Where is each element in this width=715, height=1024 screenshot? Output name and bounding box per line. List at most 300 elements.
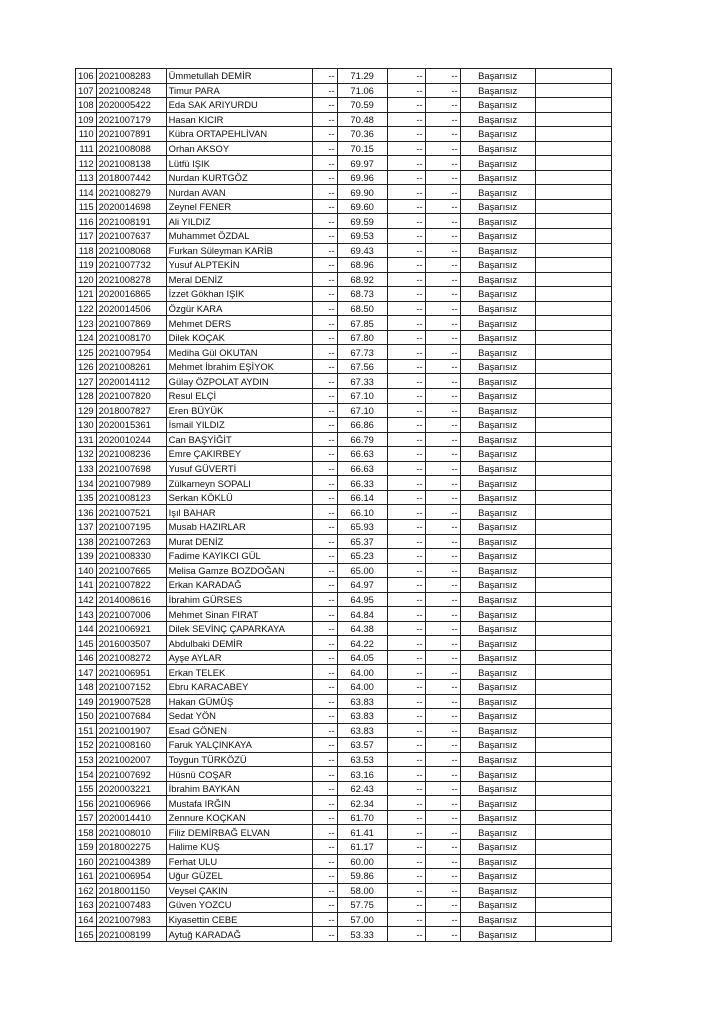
dash-cell: -- (425, 170, 460, 185)
row-number: 127 (76, 374, 97, 389)
status-cell: Başarısız (460, 287, 535, 302)
empty-cell (535, 839, 611, 854)
dash-cell: -- (387, 723, 425, 738)
status-cell: Başarısız (460, 69, 535, 84)
dash-cell: -- (425, 767, 460, 782)
dash-cell: -- (387, 359, 425, 374)
dash-cell: -- (425, 927, 460, 942)
row-number: 118 (76, 243, 97, 258)
dash-cell: -- (425, 156, 460, 171)
dash-cell: -- (387, 301, 425, 316)
table-row (76, 636, 612, 651)
dash-cell: -- (312, 723, 337, 738)
student-name: İsmail YILDIZ (166, 418, 312, 433)
score-cell: 69.43 (337, 243, 387, 258)
dash-cell: -- (425, 519, 460, 534)
score-cell: 57.75 (337, 898, 387, 913)
table-row (76, 578, 612, 593)
dash-cell: -- (312, 389, 337, 404)
dash-cell: -- (312, 636, 337, 651)
row-number: 136 (76, 505, 97, 520)
dash-cell: -- (312, 810, 337, 825)
score-cell: 64.00 (337, 665, 387, 680)
dash-cell: -- (387, 229, 425, 244)
dash-cell: -- (387, 330, 425, 345)
score-cell: 67.80 (337, 330, 387, 345)
student-id: 2021007869 (96, 316, 166, 331)
status-cell: Başarısız (460, 679, 535, 694)
student-name: Can BAŞYİĞİT (166, 432, 312, 447)
dash-cell: -- (312, 927, 337, 942)
empty-cell (535, 621, 611, 636)
empty-cell (535, 272, 611, 287)
row-number: 117 (76, 229, 97, 244)
dash-cell: -- (387, 694, 425, 709)
empty-cell (535, 694, 611, 709)
table-row (76, 83, 612, 98)
student-id: 2016003507 (96, 636, 166, 651)
empty-cell (535, 519, 611, 534)
score-cell: 69.90 (337, 185, 387, 200)
student-name: Timur PARA (166, 83, 312, 98)
status-cell: Başarısız (460, 243, 535, 258)
table-row (76, 839, 612, 854)
student-name: Furkan Süleyman KARİB (166, 243, 312, 258)
table-row (76, 621, 612, 636)
student-name: Abdulbaki DEMİR (166, 636, 312, 651)
row-number: 156 (76, 796, 97, 811)
student-name: Güven YOZCU (166, 898, 312, 913)
dash-cell: -- (312, 199, 337, 214)
status-cell: Başarısız (460, 869, 535, 884)
empty-cell (535, 854, 611, 869)
empty-cell (535, 578, 611, 593)
student-name: Hasan KICIR (166, 112, 312, 127)
dash-cell: -- (387, 258, 425, 273)
empty-cell (535, 389, 611, 404)
student-id: 2021008283 (96, 69, 166, 84)
student-id: 2021008068 (96, 243, 166, 258)
dash-cell: -- (312, 98, 337, 113)
dash-cell: -- (312, 534, 337, 549)
dash-cell: -- (312, 301, 337, 316)
table-row (76, 156, 612, 171)
dash-cell: -- (425, 665, 460, 680)
dash-cell: -- (425, 549, 460, 564)
row-number: 151 (76, 723, 97, 738)
dash-cell: -- (387, 927, 425, 942)
score-cell: 67.33 (337, 374, 387, 389)
row-number: 120 (76, 272, 97, 287)
status-cell: Başarısız (460, 141, 535, 156)
student-name: Mehmet İbrahim EŞİYOK (166, 359, 312, 374)
dash-cell: -- (387, 418, 425, 433)
status-cell: Başarısız (460, 883, 535, 898)
empty-cell (535, 825, 611, 840)
row-number: 114 (76, 185, 97, 200)
status-cell: Başarısız (460, 839, 535, 854)
student-name: Hakan GÜMÜŞ (166, 694, 312, 709)
dash-cell: -- (425, 534, 460, 549)
dash-cell: -- (387, 98, 425, 113)
empty-cell (535, 898, 611, 913)
dash-cell: -- (387, 752, 425, 767)
score-cell: 62.34 (337, 796, 387, 811)
score-cell: 70.48 (337, 112, 387, 127)
score-cell: 66.86 (337, 418, 387, 433)
student-id: 2021006921 (96, 621, 166, 636)
empty-cell (535, 127, 611, 142)
row-number: 160 (76, 854, 97, 869)
table-row (76, 185, 612, 200)
table-row (76, 229, 612, 244)
student-name: Ayşe AYLAR (166, 650, 312, 665)
table-row (76, 810, 612, 825)
row-number: 155 (76, 781, 97, 796)
row-number: 133 (76, 461, 97, 476)
row-number: 163 (76, 898, 97, 913)
dash-cell: -- (387, 243, 425, 258)
dash-cell: -- (425, 883, 460, 898)
results-table-body (76, 69, 612, 942)
empty-cell (535, 447, 611, 462)
row-number: 121 (76, 287, 97, 302)
empty-cell (535, 563, 611, 578)
score-cell: 61.41 (337, 825, 387, 840)
status-cell: Başarısız (460, 898, 535, 913)
dash-cell: -- (387, 825, 425, 840)
dash-cell: -- (312, 374, 337, 389)
score-cell: 61.70 (337, 810, 387, 825)
dash-cell: -- (312, 505, 337, 520)
dash-cell: -- (387, 490, 425, 505)
row-number: 115 (76, 199, 97, 214)
status-cell: Başarısız (460, 752, 535, 767)
student-name: Resul ELÇİ (166, 389, 312, 404)
score-cell: 65.37 (337, 534, 387, 549)
table-row (76, 679, 612, 694)
student-name: Serkan KÖKLÜ (166, 490, 312, 505)
dash-cell: -- (425, 141, 460, 156)
student-name: Mustafa IRĞIN (166, 796, 312, 811)
dash-cell: -- (312, 621, 337, 636)
dash-cell: -- (387, 810, 425, 825)
table-row (76, 432, 612, 447)
empty-cell (535, 650, 611, 665)
score-cell: 66.10 (337, 505, 387, 520)
dash-cell: -- (425, 316, 460, 331)
table-row (76, 781, 612, 796)
dash-cell: -- (425, 98, 460, 113)
score-cell: 67.56 (337, 359, 387, 374)
score-cell: 67.10 (337, 403, 387, 418)
score-cell: 66.33 (337, 476, 387, 491)
status-cell: Başarısız (460, 709, 535, 724)
status-cell: Başarısız (460, 476, 535, 491)
dash-cell: -- (425, 490, 460, 505)
table-row (76, 869, 612, 884)
row-number: 145 (76, 636, 97, 651)
dash-cell: -- (387, 883, 425, 898)
row-number: 111 (76, 141, 97, 156)
empty-cell (535, 709, 611, 724)
dash-cell: -- (387, 461, 425, 476)
dash-cell: -- (387, 345, 425, 360)
table-row (76, 330, 612, 345)
dash-cell: -- (312, 345, 337, 360)
empty-cell (535, 170, 611, 185)
student-id: 2018007827 (96, 403, 166, 418)
status-cell: Başarısız (460, 432, 535, 447)
table-row (76, 389, 612, 404)
status-cell: Başarısız (460, 694, 535, 709)
dash-cell: -- (387, 607, 425, 622)
dash-cell: -- (387, 621, 425, 636)
row-number: 108 (76, 98, 97, 113)
table-row (76, 534, 612, 549)
status-cell: Başarısız (460, 607, 535, 622)
student-id: 2021007983 (96, 912, 166, 927)
table-row (76, 490, 612, 505)
row-number: 131 (76, 432, 97, 447)
empty-cell (535, 592, 611, 607)
dash-cell: -- (312, 767, 337, 782)
dash-cell: -- (312, 592, 337, 607)
student-name: Zennure KOÇKAN (166, 810, 312, 825)
score-cell: 70.15 (337, 141, 387, 156)
dash-cell: -- (425, 330, 460, 345)
dash-cell: -- (425, 738, 460, 753)
empty-cell (535, 505, 611, 520)
row-number: 140 (76, 563, 97, 578)
dash-cell: -- (312, 141, 337, 156)
status-cell: Başarısız (460, 272, 535, 287)
student-id: 2021008199 (96, 927, 166, 942)
dash-cell: -- (387, 505, 425, 520)
status-cell: Başarısız (460, 927, 535, 942)
empty-cell (535, 156, 611, 171)
table-row (76, 112, 612, 127)
dash-cell: -- (425, 563, 460, 578)
dash-cell: -- (312, 418, 337, 433)
dash-cell: -- (425, 796, 460, 811)
student-name: Lütfü IŞIK (166, 156, 312, 171)
row-number: 153 (76, 752, 97, 767)
table-row (76, 519, 612, 534)
empty-cell (535, 432, 611, 447)
dash-cell: -- (425, 839, 460, 854)
dash-cell: -- (312, 796, 337, 811)
dash-cell: -- (312, 330, 337, 345)
dash-cell: -- (425, 258, 460, 273)
score-cell: 64.95 (337, 592, 387, 607)
dash-cell: -- (312, 825, 337, 840)
student-name: Ali YILDIZ (166, 214, 312, 229)
empty-cell (535, 723, 611, 738)
status-cell: Başarısız (460, 796, 535, 811)
score-cell: 67.85 (337, 316, 387, 331)
student-name: Aytuğ KARADAĞ (166, 927, 312, 942)
student-name: Erkan KARADAĞ (166, 578, 312, 593)
dash-cell: -- (312, 461, 337, 476)
dash-cell: -- (425, 854, 460, 869)
student-id: 2021007732 (96, 258, 166, 273)
student-id: 2020015361 (96, 418, 166, 433)
empty-cell (535, 869, 611, 884)
table-row (76, 723, 612, 738)
dash-cell: -- (387, 112, 425, 127)
dash-cell: -- (312, 243, 337, 258)
score-cell: 65.93 (337, 519, 387, 534)
score-cell: 63.83 (337, 723, 387, 738)
table-row (76, 665, 612, 680)
student-id: 2021007179 (96, 112, 166, 127)
dash-cell: -- (425, 781, 460, 796)
empty-cell (535, 243, 611, 258)
table-row (76, 272, 612, 287)
score-cell: 64.84 (337, 607, 387, 622)
table-row (76, 141, 612, 156)
dash-cell: -- (312, 476, 337, 491)
dash-cell: -- (425, 69, 460, 84)
dash-cell: -- (387, 549, 425, 564)
student-name: Toygun TÜRKÖZÜ (166, 752, 312, 767)
dash-cell: -- (387, 447, 425, 462)
dash-cell: -- (312, 839, 337, 854)
score-cell: 65.23 (337, 549, 387, 564)
dash-cell: -- (425, 199, 460, 214)
row-number: 149 (76, 694, 97, 709)
dash-cell: -- (387, 679, 425, 694)
row-number: 158 (76, 825, 97, 840)
dash-cell: -- (425, 621, 460, 636)
dash-cell: -- (425, 825, 460, 840)
score-cell: 63.83 (337, 694, 387, 709)
empty-cell (535, 345, 611, 360)
student-id: 2018007442 (96, 170, 166, 185)
row-number: 165 (76, 927, 97, 942)
status-cell: Başarısız (460, 98, 535, 113)
row-number: 116 (76, 214, 97, 229)
table-row (76, 854, 612, 869)
score-cell: 63.57 (337, 738, 387, 753)
table-row (76, 359, 612, 374)
row-number: 132 (76, 447, 97, 462)
student-name: Hüsnü COŞAR (166, 767, 312, 782)
student-name: Zülkarneyn SOPALI (166, 476, 312, 491)
status-cell: Başarısız (460, 301, 535, 316)
dash-cell: -- (387, 592, 425, 607)
student-id: 2020016865 (96, 287, 166, 302)
row-number: 152 (76, 738, 97, 753)
student-id: 2021007483 (96, 898, 166, 913)
dash-cell: -- (425, 112, 460, 127)
dash-cell: -- (312, 214, 337, 229)
dash-cell: -- (425, 359, 460, 374)
row-number: 139 (76, 549, 97, 564)
dash-cell: -- (387, 69, 425, 84)
status-cell: Başarısız (460, 519, 535, 534)
dash-cell: -- (387, 272, 425, 287)
row-number: 138 (76, 534, 97, 549)
score-cell: 70.59 (337, 98, 387, 113)
student-name: Filiz DEMİRBAĞ ELVAN (166, 825, 312, 840)
student-id: 2021007521 (96, 505, 166, 520)
score-cell: 65.00 (337, 563, 387, 578)
table-row (76, 170, 612, 185)
dash-cell: -- (425, 709, 460, 724)
dash-cell: -- (425, 607, 460, 622)
student-id: 2019007528 (96, 694, 166, 709)
student-name: Ebru KARACABEY (166, 679, 312, 694)
status-cell: Başarısız (460, 229, 535, 244)
student-name: Nurdan KURTGÖZ (166, 170, 312, 185)
student-name: Işıl BAHAR (166, 505, 312, 520)
empty-cell (535, 810, 611, 825)
dash-cell: -- (312, 432, 337, 447)
row-number: 154 (76, 767, 97, 782)
dash-cell: -- (312, 912, 337, 927)
status-cell: Başarısız (460, 767, 535, 782)
dash-cell: -- (425, 578, 460, 593)
dash-cell: -- (425, 869, 460, 884)
score-cell: 57.00 (337, 912, 387, 927)
student-id: 2020005422 (96, 98, 166, 113)
dash-cell: -- (425, 461, 460, 476)
student-name: Faruk YALÇINKAYA (166, 738, 312, 753)
student-id: 2021007954 (96, 345, 166, 360)
status-cell: Başarısız (460, 447, 535, 462)
table-row (76, 796, 612, 811)
dash-cell: -- (425, 83, 460, 98)
row-number: 124 (76, 330, 97, 345)
dash-cell: -- (425, 592, 460, 607)
table-row (76, 418, 612, 433)
empty-cell (535, 767, 611, 782)
student-name: Uğur GÜZEL (166, 869, 312, 884)
row-number: 164 (76, 912, 97, 927)
dash-cell: -- (387, 141, 425, 156)
score-cell: 64.22 (337, 636, 387, 651)
table-row (76, 592, 612, 607)
score-cell: 64.38 (337, 621, 387, 636)
dash-cell: -- (312, 781, 337, 796)
row-number: 130 (76, 418, 97, 433)
table-row (76, 927, 612, 942)
student-id: 2021006954 (96, 869, 166, 884)
dash-cell: -- (312, 883, 337, 898)
status-cell: Başarısız (460, 912, 535, 927)
dash-cell: -- (425, 752, 460, 767)
table-row (76, 694, 612, 709)
dash-cell: -- (312, 229, 337, 244)
empty-cell (535, 199, 611, 214)
status-cell: Başarısız (460, 549, 535, 564)
row-number: 110 (76, 127, 97, 142)
dash-cell: -- (425, 374, 460, 389)
dash-cell: -- (425, 214, 460, 229)
empty-cell (535, 912, 611, 927)
student-id: 2018001150 (96, 883, 166, 898)
student-name: Veysel ÇAKIN (166, 883, 312, 898)
dash-cell: -- (387, 374, 425, 389)
dash-cell: -- (425, 912, 460, 927)
student-id: 2021007698 (96, 461, 166, 476)
table-row (76, 258, 612, 273)
empty-cell (535, 636, 611, 651)
score-cell: 53.33 (337, 927, 387, 942)
student-id: 2021008272 (96, 650, 166, 665)
